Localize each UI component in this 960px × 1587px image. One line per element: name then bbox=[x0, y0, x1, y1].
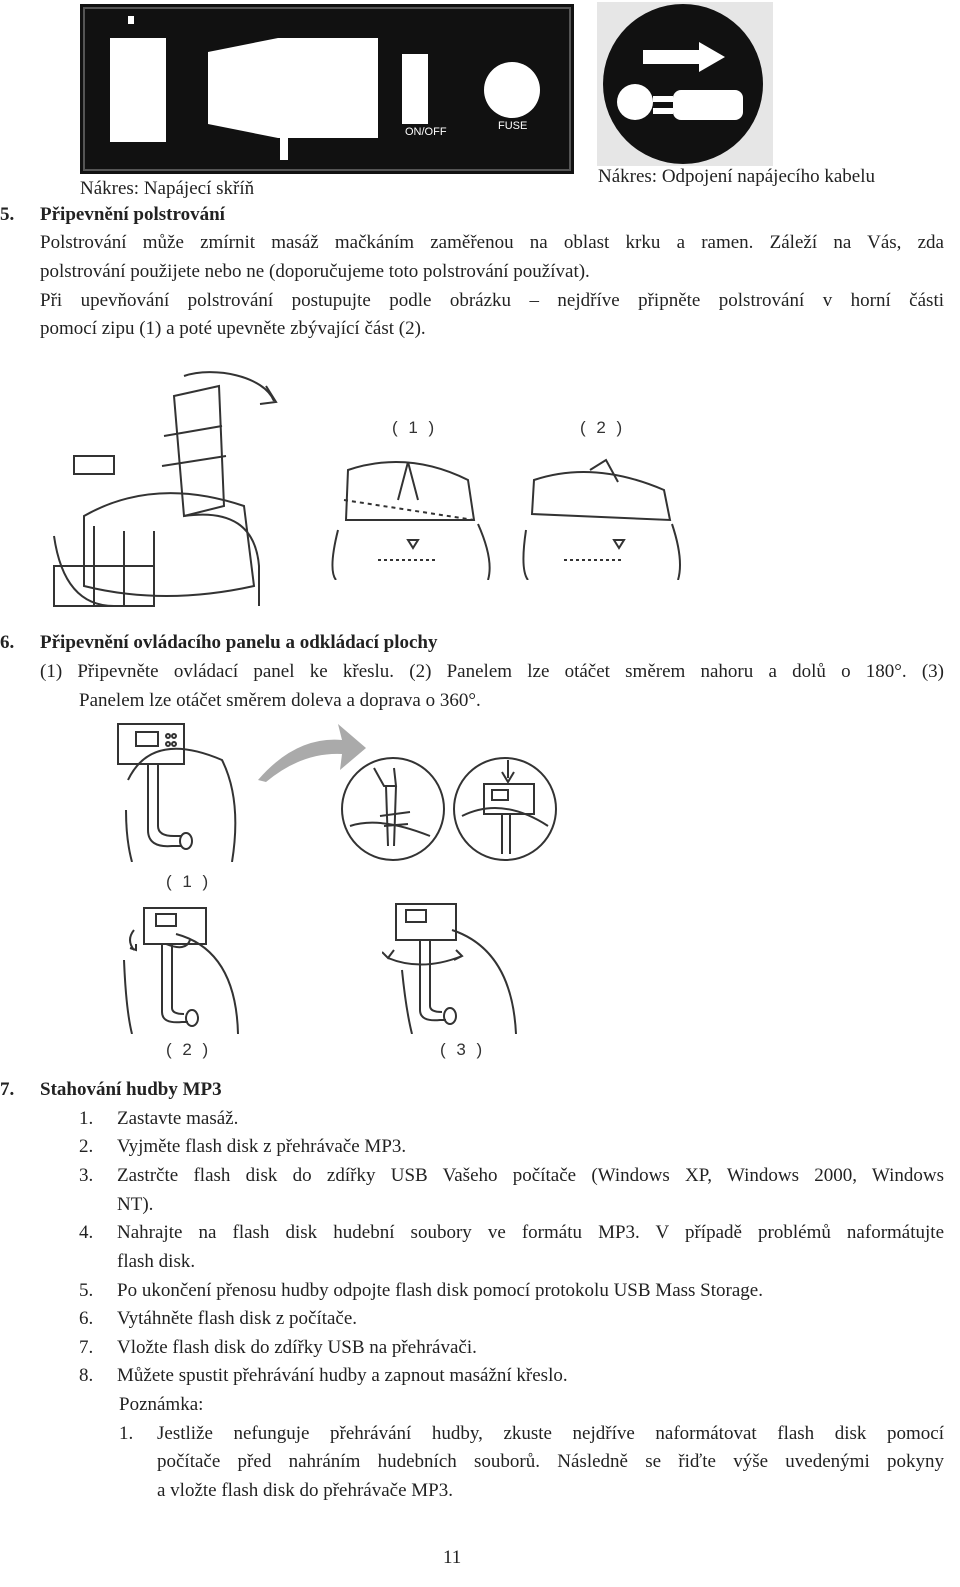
switch-label: ON/OFF bbox=[405, 126, 447, 138]
section-6-line-2: Panelem lze otáčet směrem doleva a doprava o 360°. bbox=[79, 690, 481, 711]
unplug-caption: Nákres: Odpojení napájecího kabelu bbox=[598, 166, 875, 187]
panel-label-2: ( 2 ) bbox=[166, 1040, 212, 1059]
panel-label-3: ( 3 ) bbox=[440, 1040, 486, 1059]
section-7-number: 7. bbox=[0, 1079, 15, 1100]
panel-step-3-illustration bbox=[382, 900, 520, 1034]
step-8-text: Můžete spustit přehrávání hudby a zapnout masážní křeslo. bbox=[117, 1365, 568, 1386]
section-7-title: Stahování hudby MP3 bbox=[40, 1079, 222, 1100]
padding-label-1: ( 1 ) bbox=[392, 418, 438, 437]
note-number: 1. bbox=[119, 1423, 134, 1444]
section-5-line-1: Polstrování může zmírnit masáž mačkáním zaměřenou na oblast krku a ramen. Záleží na Vás, zda bbox=[40, 232, 944, 253]
step-7-text: Vložte flash disk do zdířky USB na přehrávači. bbox=[117, 1337, 477, 1358]
panel-step-1b-illustration bbox=[340, 756, 446, 862]
fuse-label: FUSE bbox=[498, 120, 528, 132]
panel-step-1c-illustration bbox=[452, 756, 558, 862]
padding-step-1-illustration bbox=[318, 440, 500, 580]
page-number: 11 bbox=[443, 1547, 462, 1568]
step-4-text-line-2: flash disk. bbox=[117, 1251, 196, 1272]
step-number-4: 4. bbox=[79, 1222, 94, 1243]
massage-chair-illustration bbox=[44, 356, 284, 616]
section-5-number: 5. bbox=[0, 204, 15, 225]
section-6-line-1: (1) Připevněte ovládací panel ke křeslu. (2) Panelem lze otáčet směrem nahoru a dolů o 180°. (3) bbox=[40, 661, 944, 682]
padding-label-2: ( 2 ) bbox=[580, 418, 626, 437]
section-6-title: Připevnění ovládacího panelu a odkládací plochy bbox=[40, 632, 438, 653]
step-2-text: Vyjměte flash disk z přehrávače MP3. bbox=[117, 1136, 407, 1157]
step-number-2: 2. bbox=[79, 1136, 94, 1157]
step-number-8: 8. bbox=[79, 1365, 94, 1386]
step-3-text-line-1: Zastrčte flash disk do zdířky USB Vašeho počítače (Windows XP, Windows 2000, Windows bbox=[117, 1165, 944, 1186]
step-number-5: 5. bbox=[79, 1280, 94, 1301]
section-5-line-2: polstrování použijete nebo ne (doporučujeme toto polstrování používat). bbox=[40, 261, 590, 282]
section-5-line-4: pomocí zipu (1) a poté upevněte zbývající část (2). bbox=[40, 318, 426, 339]
step-5-text: Po ukončení přenosu hudby odpojte flash disk pomocí protokolu USB Mass Storage. bbox=[117, 1280, 763, 1301]
step-4-text-line-1: Nahrajte na flash disk hudební soubory ve formátu MP3. V případě problémů naformátujte bbox=[117, 1222, 944, 1243]
note-text-line-1: Jestliže nefunguje přehrávání hudby, zkuste nejdříve naformátovat flash disk pomocí bbox=[157, 1423, 944, 1444]
panel-label-1: ( 1 ) bbox=[166, 872, 212, 891]
panel-step-1a-illustration bbox=[112, 720, 252, 862]
step-number-7: 7. bbox=[79, 1337, 94, 1358]
note-text-line-3: a vložte flash disk do přehrávače MP3. bbox=[157, 1480, 453, 1501]
section-6-number: 6. bbox=[0, 632, 15, 653]
section-5-title: Připevnění polstrování bbox=[40, 204, 225, 225]
step-number-1: 1. bbox=[79, 1108, 94, 1129]
step-3-text-line-2: NT). bbox=[117, 1194, 154, 1215]
unplug-figure bbox=[597, 2, 773, 166]
step-6-text: Vytáhněte flash disk z počítače. bbox=[117, 1308, 358, 1329]
panel-step-2-illustration bbox=[116, 900, 244, 1034]
power-box-figure bbox=[80, 4, 574, 174]
step-number-6: 6. bbox=[79, 1308, 94, 1329]
section-5-line-3: Při upevňování polstrování postupujte podle obrázku – nejdříve připněte polstrování v horní části bbox=[40, 290, 944, 311]
step-1-text: Zastavte masáž. bbox=[117, 1108, 239, 1129]
padding-step-2-illustration bbox=[514, 440, 684, 580]
power-box-caption: Nákres: Napájecí skříň bbox=[80, 178, 255, 199]
note-text-line-2: počítače před nahráním hudebních souborů. Následně se řiďte výše uvedenými pokyny bbox=[157, 1451, 944, 1472]
note-title: Poznámka: bbox=[119, 1394, 204, 1415]
step-number-3: 3. bbox=[79, 1165, 94, 1186]
